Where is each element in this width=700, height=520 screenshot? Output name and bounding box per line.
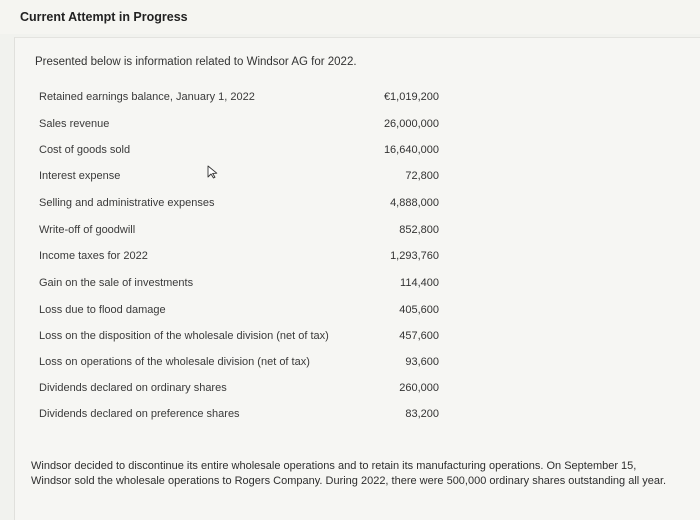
row-label: Sales revenue bbox=[39, 118, 110, 130]
mouse-pointer-icon bbox=[207, 165, 219, 179]
problem-intro: Presented below is information related to Windsor AG for 2022. bbox=[35, 56, 357, 68]
row-amount: 260,000 bbox=[399, 382, 439, 394]
data-row bbox=[39, 118, 439, 138]
row-label: Loss on operations of the wholesale division (net of tax) bbox=[39, 356, 310, 368]
attempt-status-title: Current Attempt in Progress bbox=[20, 10, 188, 24]
row-label: Loss due to flood damage bbox=[39, 304, 166, 316]
row-amount: 72,800 bbox=[405, 170, 439, 182]
row-label: Income taxes for 2022 bbox=[39, 250, 148, 262]
footer-line: Windsor decided to discontinue its entire wholesale operations and to retain its manufacturing operations. On September 15, bbox=[31, 460, 637, 472]
row-label: Dividends declared on preference shares bbox=[39, 408, 240, 420]
data-row bbox=[39, 91, 439, 111]
data-row bbox=[39, 356, 439, 376]
data-row bbox=[39, 382, 439, 402]
row-amount: €1,019,200 bbox=[383, 91, 439, 103]
row-amount: 16,640,000 bbox=[383, 144, 439, 156]
row-label: Interest expense bbox=[39, 170, 121, 182]
data-row bbox=[39, 250, 439, 270]
row-label: Selling and administrative expenses bbox=[39, 197, 215, 209]
row-amount: 26,000,000 bbox=[383, 118, 439, 130]
row-amount: 93,600 bbox=[405, 356, 439, 368]
row-amount: 405,600 bbox=[399, 304, 439, 316]
row-label: Gain on the sale of investments bbox=[39, 277, 194, 289]
problem-panel bbox=[14, 37, 700, 520]
data-row bbox=[39, 304, 439, 324]
row-amount: 4,888,000 bbox=[390, 197, 439, 209]
attempt-header bbox=[0, 0, 700, 34]
problem-footer-text bbox=[31, 459, 681, 489]
data-row bbox=[39, 144, 439, 164]
data-row bbox=[39, 170, 439, 190]
row-amount: 457,600 bbox=[399, 330, 439, 342]
data-row bbox=[39, 224, 439, 244]
data-row bbox=[39, 408, 439, 428]
row-label: Write-off of goodwill bbox=[39, 224, 136, 236]
row-amount: 1,293,760 bbox=[390, 250, 439, 262]
row-label: Loss on the disposition of the wholesale division (net of tax) bbox=[39, 330, 329, 342]
row-label: Cost of goods sold bbox=[39, 144, 131, 156]
footer-line: Windsor sold the wholesale operations to Rogers Company. During 2022, there were 500,000 ordinary shares outstanding all year. bbox=[31, 475, 667, 487]
row-amount: 83,200 bbox=[405, 408, 439, 420]
row-amount: 114,400 bbox=[400, 277, 439, 289]
row-label: Retained earnings balance, January 1, 2022 bbox=[39, 91, 255, 103]
data-row bbox=[39, 197, 439, 217]
data-row bbox=[39, 330, 439, 350]
row-amount: 852,800 bbox=[399, 224, 439, 236]
row-label: Dividends declared on ordinary shares bbox=[39, 382, 227, 394]
data-row bbox=[39, 277, 439, 297]
